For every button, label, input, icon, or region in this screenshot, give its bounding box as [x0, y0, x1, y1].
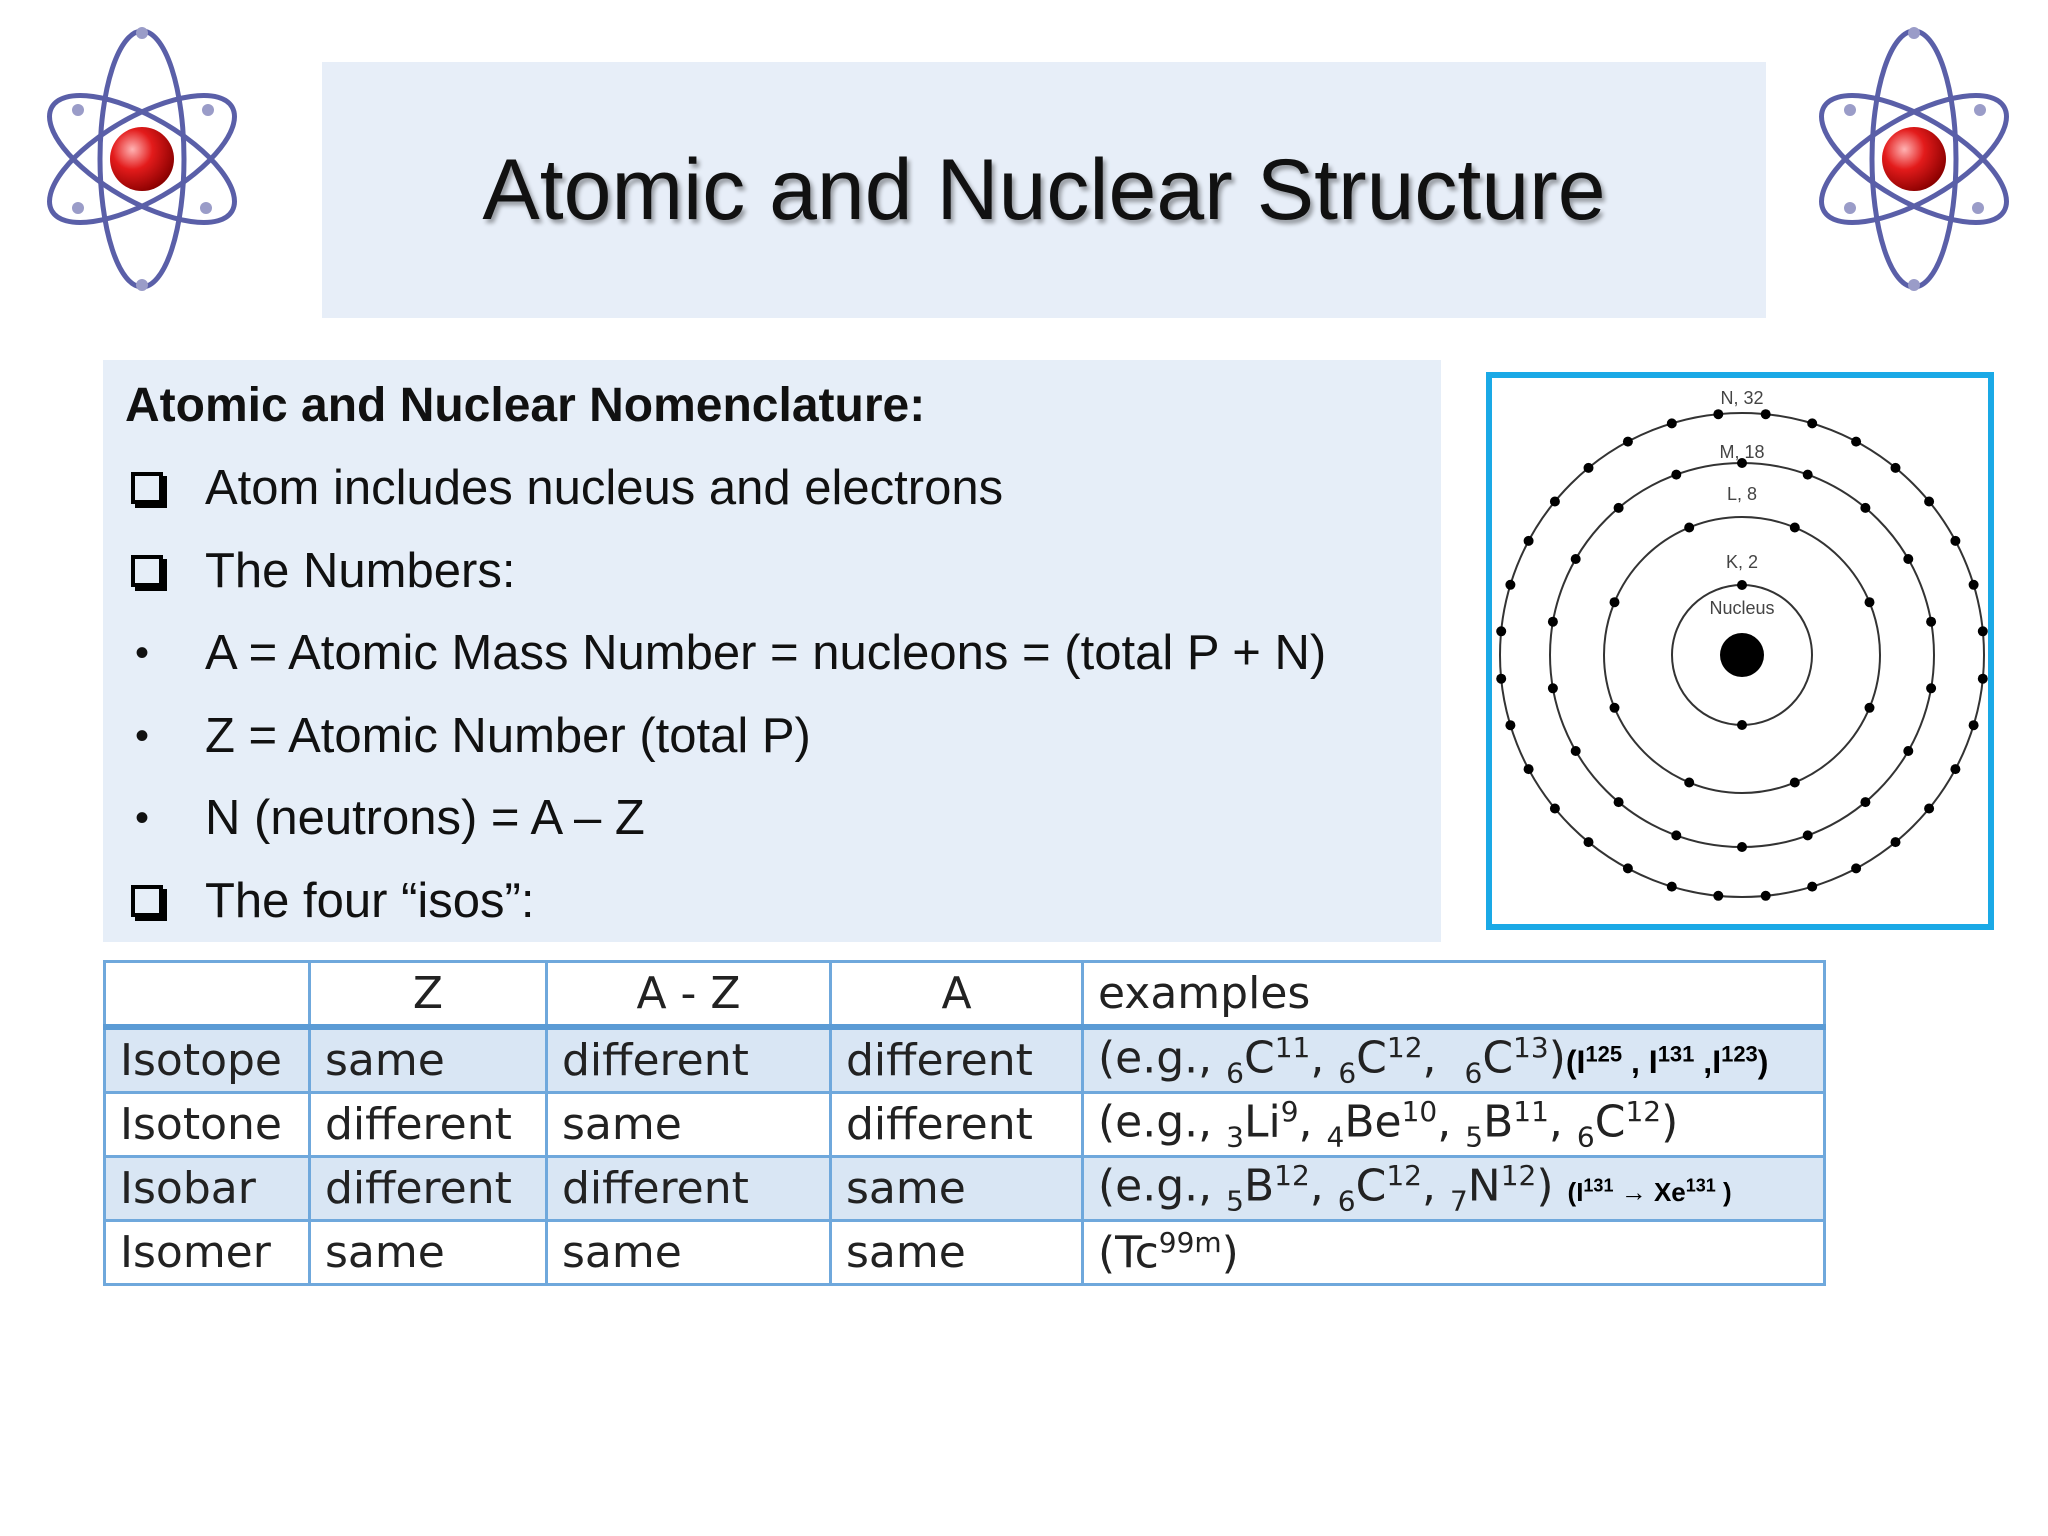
electron-dot — [1571, 746, 1581, 756]
electron-dot — [1790, 523, 1800, 533]
header-cell: Z — [310, 962, 547, 1028]
electron-dot — [1610, 597, 1620, 607]
shell-diagram-svg — [1492, 378, 1988, 924]
cell-examples: (e.g., $_5B^{12}$, $_6C^{12}$, $_7N^{12}$) ($I^{131} \to Xe^{131}$ ) — [1083, 1157, 1825, 1221]
header-cell: A — [831, 962, 1083, 1028]
electron-dot — [1950, 764, 1960, 774]
electron-dot — [1684, 778, 1694, 788]
cell-z: different — [310, 1157, 547, 1221]
electron-dot — [1891, 463, 1901, 473]
electron-dot — [1737, 720, 1747, 730]
electron-dot — [1737, 842, 1747, 852]
atom-logo-right — [1800, 18, 2028, 300]
electron-dot — [1978, 674, 1988, 684]
atom-logo-left — [28, 18, 256, 300]
list-item — [125, 543, 515, 599]
table-row — [105, 1221, 1825, 1285]
electron-dot — [1550, 804, 1560, 814]
electron-dot — [1950, 536, 1960, 546]
cell-a-minus-z: same — [547, 1221, 831, 1285]
cell-a: same — [831, 1157, 1083, 1221]
cell-examples: (e.g., $_3Li^9$, $_4Be^{10}$, $_5B^{11}$, $_6C^{12}$) — [1083, 1093, 1825, 1157]
list-item — [125, 790, 645, 846]
shell-label-l: L, 8 — [1726, 484, 1758, 504]
electron-dot — [1860, 797, 1870, 807]
electron-dot — [1524, 764, 1534, 774]
table-row — [105, 1027, 1825, 1093]
shell-label-n: N, 32 — [1720, 388, 1764, 408]
electron-dot — [1505, 580, 1515, 590]
bullet-icon: • — [135, 630, 150, 675]
electron-dot — [1550, 497, 1560, 507]
row-name: Isotope — [105, 1027, 310, 1093]
electron-dot — [1761, 891, 1771, 901]
electron-dot — [1610, 703, 1620, 713]
electron-dot — [1969, 720, 1979, 730]
checkbox-icon — [131, 555, 163, 587]
cell-a: different — [831, 1027, 1083, 1093]
row-name: Isomer — [105, 1221, 310, 1285]
checkbox-icon — [131, 472, 163, 504]
electron-dot — [1865, 703, 1875, 713]
list-item — [125, 873, 534, 929]
list-item-text: A = Atomic Mass Number = nucleons = (total P + N) — [205, 626, 1327, 680]
electron-dot — [1926, 617, 1936, 627]
electron-dot — [1924, 497, 1934, 507]
shell-label-m: M, 18 — [1719, 442, 1765, 462]
electron-dot — [1761, 409, 1771, 419]
list-item — [125, 460, 1003, 516]
cell-a: same — [831, 1221, 1083, 1285]
list-item-text: Atom includes nucleus and electrons — [205, 461, 1004, 515]
electron-dot — [1865, 597, 1875, 607]
electron-dot — [1903, 554, 1913, 564]
nomenclature-panel — [103, 360, 1441, 942]
electron-dot — [1548, 617, 1558, 627]
electron-shell-diagram — [1486, 372, 1994, 930]
cell-z: same — [310, 1027, 547, 1093]
page-title: Atomic and Nuclear Structure — [482, 141, 1606, 238]
electron-dot — [1496, 626, 1506, 636]
cell-a: different — [831, 1093, 1083, 1157]
cell-examples: $(Tc^{99m})$ — [1083, 1221, 1825, 1285]
isos-table — [103, 960, 1826, 1286]
electron-dot — [1803, 830, 1813, 840]
electron-dot — [1851, 437, 1861, 447]
cell-z: same — [310, 1221, 547, 1285]
bullet-icon: • — [135, 795, 150, 840]
cell-a-minus-z: different — [547, 1157, 831, 1221]
header-cell — [105, 962, 310, 1028]
nomenclature-heading: Atomic and Nuclear Nomenclature: — [125, 379, 926, 432]
nucleus-label: Nucleus — [1709, 598, 1775, 618]
title-banner — [322, 62, 1766, 318]
electron-dot — [1667, 418, 1677, 428]
list-item-text: The Numbers: — [205, 544, 516, 598]
electron-dot — [1614, 503, 1624, 513]
list-item — [125, 708, 811, 764]
electron-dot — [1803, 470, 1813, 480]
electron-dot — [1969, 580, 1979, 590]
electron-dot — [1671, 470, 1681, 480]
list-item-text: The four “isos”: — [205, 874, 535, 928]
bullet-icon: • — [135, 713, 150, 758]
list-item-text: N (neutrons) = A – Z — [205, 791, 645, 845]
cell-z: different — [310, 1093, 547, 1157]
electron-dot — [1524, 536, 1534, 546]
electron-dot — [1505, 720, 1515, 730]
electron-dot — [1978, 626, 1988, 636]
list-item — [125, 625, 1326, 681]
electron-dot — [1667, 882, 1677, 892]
nucleus-dot — [1720, 633, 1764, 677]
row-name: Isotone — [105, 1093, 310, 1157]
electron-dot — [1903, 746, 1913, 756]
electron-dot — [1713, 891, 1723, 901]
checkbox-icon — [131, 885, 163, 917]
cell-a-minus-z: same — [547, 1093, 831, 1157]
list-item-text: Z = Atomic Number (total P) — [205, 709, 811, 763]
cell-a-minus-z: different — [547, 1027, 831, 1093]
table-row — [105, 1093, 1825, 1157]
header-cell: A - Z — [547, 962, 831, 1028]
electron-dot — [1807, 418, 1817, 428]
electron-dot — [1623, 437, 1633, 447]
header-cell: examples — [1083, 962, 1825, 1028]
electron-dot — [1860, 503, 1870, 513]
electron-dot — [1623, 863, 1633, 873]
electron-dot — [1584, 837, 1594, 847]
cell-examples: (e.g., $_6C^{11}$, $_6C^{12}$, $_6C^{13})(I^{125}$ , $I^{131}$ $,I^{123}$) — [1083, 1027, 1825, 1093]
electron-dot — [1926, 683, 1936, 693]
electron-dot — [1807, 882, 1817, 892]
table-row — [105, 1157, 1825, 1221]
electron-dot — [1548, 683, 1558, 693]
electron-dot — [1891, 837, 1901, 847]
electron-dot — [1713, 409, 1723, 419]
shell-label-k: K, 2 — [1725, 552, 1759, 572]
electron-dot — [1571, 554, 1581, 564]
electron-dot — [1851, 863, 1861, 873]
electron-dot — [1584, 463, 1594, 473]
electron-dot — [1737, 580, 1747, 590]
row-name: Isobar — [105, 1157, 310, 1221]
electron-dot — [1790, 778, 1800, 788]
arrow-icon: → — [1620, 1176, 1647, 1207]
electron-dot — [1924, 804, 1934, 814]
electron-dot — [1496, 674, 1506, 684]
electron-dot — [1671, 830, 1681, 840]
electron-dot — [1614, 797, 1624, 807]
table-header-row — [105, 962, 1825, 1028]
electron-dot — [1684, 523, 1694, 533]
